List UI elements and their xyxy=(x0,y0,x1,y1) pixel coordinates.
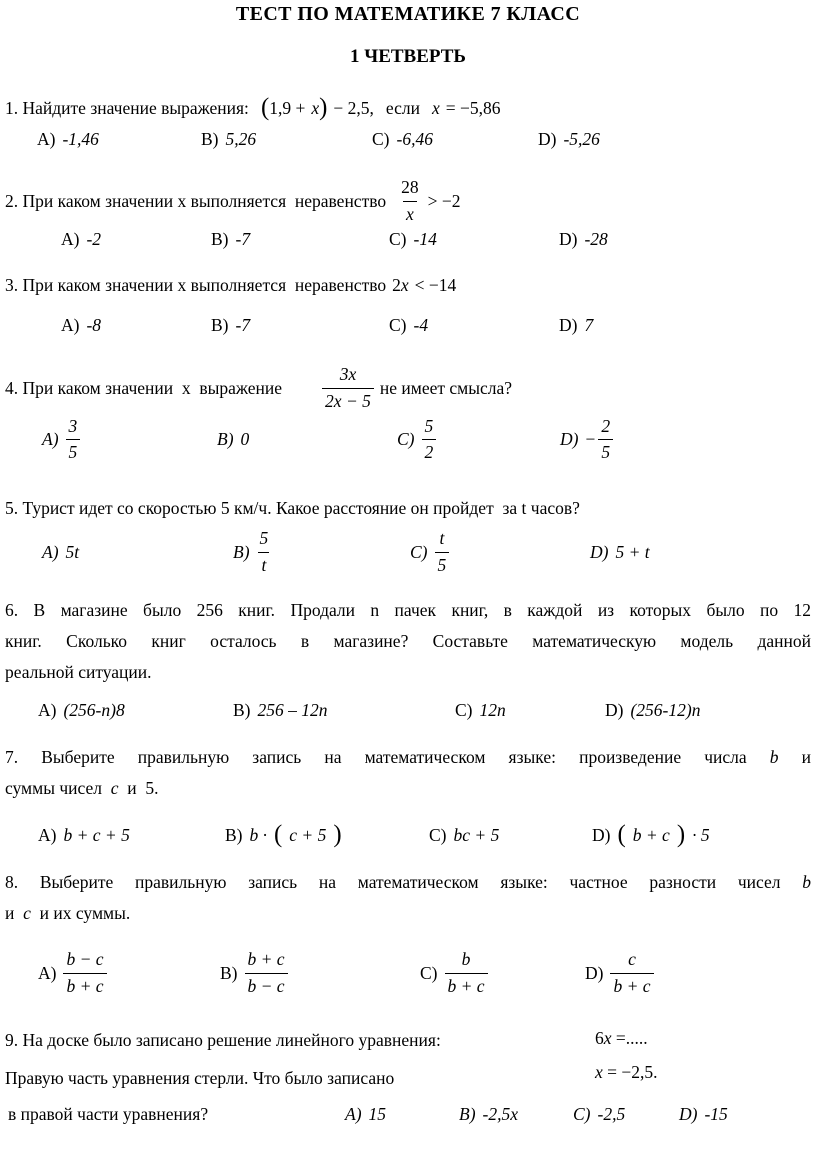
eq-rest: =..... xyxy=(615,1028,648,1048)
option-value: 7 xyxy=(584,315,594,335)
q9-equation-2 xyxy=(595,1062,658,1083)
q3-formula-coeff: 2 xyxy=(392,274,401,295)
q8-line2-text: и их суммы. xyxy=(39,903,131,923)
option-value: 5t xyxy=(65,541,80,562)
q7-line1 xyxy=(5,742,811,773)
question-6-options xyxy=(5,700,811,721)
q8-var-b: b xyxy=(802,872,811,892)
q8-option-b xyxy=(220,947,420,999)
option-value: bc + 5 xyxy=(453,824,500,845)
option-fraction xyxy=(66,414,81,466)
option-letter: C) xyxy=(573,1104,591,1124)
q9-option-c xyxy=(573,1104,679,1125)
option-letter: B) xyxy=(233,541,250,562)
option-value: -8 xyxy=(86,315,102,335)
q2-option-a xyxy=(61,229,211,250)
q7-option-b xyxy=(225,820,429,848)
option-value: -5,26 xyxy=(563,129,600,149)
q9-option-b xyxy=(459,1104,573,1125)
q8-option-a xyxy=(38,947,220,999)
q1-cond-rest: = −5,86 xyxy=(445,97,501,118)
fraction-denominator: b + c xyxy=(445,973,488,999)
fraction-denominator: 5 xyxy=(598,439,613,465)
q5-option-c xyxy=(410,526,590,578)
question-7-options xyxy=(5,815,811,855)
option-value: -7 xyxy=(235,229,251,249)
option-letter: C) xyxy=(429,824,447,845)
q1-option-d xyxy=(538,129,600,150)
q7-line1-text: 7. Выберите правильную запись на математическом языке: произведение числа xyxy=(5,747,747,767)
question-7-stem xyxy=(5,742,811,804)
option-letter: D) xyxy=(585,962,604,983)
option-value: (256-12)n xyxy=(630,700,701,720)
rparen: ) xyxy=(676,820,686,848)
q3-option-a xyxy=(61,315,211,336)
option-letter: D) xyxy=(590,541,609,562)
fraction-numerator: 28 xyxy=(401,177,419,198)
q3-option-d xyxy=(559,315,593,336)
option-value: -1,46 xyxy=(62,129,99,149)
eq-coeff: 6 xyxy=(595,1028,604,1048)
q1-formula-tail: − 2,5, xyxy=(333,97,374,118)
q1-text: 1. Найдите значение выражения: xyxy=(5,97,249,118)
q5-option-d xyxy=(590,542,650,563)
q7-option-a xyxy=(38,825,225,846)
option-value: -4 xyxy=(413,315,429,335)
q6-option-b xyxy=(233,700,455,721)
option-letter: B) xyxy=(211,315,229,335)
option-value: -2,5x xyxy=(482,1104,519,1124)
q1-option-c xyxy=(372,129,538,150)
q3-formula-var: x xyxy=(400,274,409,295)
fraction-numerator: b + c xyxy=(247,949,285,970)
fraction-numerator: 3 xyxy=(68,416,78,436)
q6-option-a xyxy=(38,700,233,721)
q8-option-d xyxy=(585,947,654,999)
option-letter: A) xyxy=(42,429,59,450)
question-3-options xyxy=(5,315,811,336)
option-letter: D) xyxy=(559,315,578,335)
q4-option-b xyxy=(217,429,397,450)
option-letter: C) xyxy=(397,429,415,450)
q4-text-after: не имеет смысла? xyxy=(379,377,513,398)
fraction-numerator: 2 xyxy=(601,416,611,436)
option-letter: A) xyxy=(61,315,80,335)
q3-text: 3. При каком значении x выполняется неравенство xyxy=(5,274,387,295)
q8-option-c xyxy=(420,947,585,999)
option-fraction xyxy=(445,947,488,999)
question-9-options-row xyxy=(8,1104,811,1125)
option-value: -2 xyxy=(86,229,102,249)
q7-line2-number: 5. xyxy=(145,778,159,798)
q8-line1-text: 8. Выберите правильную запись на математическом языке: частное разности чисел xyxy=(5,872,781,892)
option-value: 256 – 12n xyxy=(257,700,328,720)
q9-line1: 9. На доске было записано решение линейного уравнения: xyxy=(5,1030,441,1050)
option-fraction xyxy=(257,526,272,578)
q7-line1-post: и xyxy=(801,747,812,767)
q2-option-d xyxy=(559,229,608,250)
q1-option-a xyxy=(37,129,201,150)
q7-line2-text: суммы чисел xyxy=(5,778,102,798)
option-letter: A) xyxy=(42,541,59,562)
option-value: -28 xyxy=(584,229,608,249)
option-letter: B) xyxy=(233,700,251,720)
question-5-options xyxy=(5,519,811,585)
option-letter: A) xyxy=(38,700,57,720)
option-fraction xyxy=(435,526,450,578)
option-value: b · xyxy=(249,824,267,845)
question-1-options xyxy=(5,129,811,150)
fraction-numerator: t xyxy=(439,528,445,549)
option-value: -2,5 xyxy=(597,1104,626,1124)
fraction-numerator: 3x xyxy=(339,364,357,385)
q7-line2 xyxy=(5,773,811,804)
option-letter: C) xyxy=(389,229,407,249)
q5-option-b xyxy=(233,526,410,578)
option-letter: B) xyxy=(201,129,219,149)
option-letter: A) xyxy=(38,962,57,983)
fraction-denominator: b − c xyxy=(245,973,288,999)
option-letter: D) xyxy=(538,129,557,149)
q7-option-d xyxy=(592,820,710,848)
option-value: c + 5 xyxy=(289,824,327,845)
option-value: b + c + 5 xyxy=(63,824,130,845)
fraction-denominator: t xyxy=(258,552,269,578)
option-fraction xyxy=(610,947,653,999)
option-fraction xyxy=(422,414,437,466)
q1-option-b xyxy=(201,129,372,150)
option-value: -15 xyxy=(704,1104,728,1124)
q3-formula-rest: < −14 xyxy=(414,274,457,295)
option-letter: B) xyxy=(217,429,234,450)
option-value: · 5 xyxy=(692,824,710,845)
option-letter: A) xyxy=(345,1104,362,1124)
option-letter: C) xyxy=(455,700,473,720)
question-3-stem xyxy=(5,271,811,299)
option-letter: D) xyxy=(559,229,578,249)
q9-line3: в правой части уравнения? xyxy=(8,1104,209,1124)
q6-option-d xyxy=(605,700,700,721)
option-letter: B) xyxy=(211,229,229,249)
option-letter: A) xyxy=(37,129,56,149)
option-value: 5 + t xyxy=(615,541,650,562)
option-value: -6,46 xyxy=(396,129,433,149)
q2-fraction xyxy=(398,175,422,227)
question-2-options xyxy=(5,229,811,250)
fraction-denominator: 2 xyxy=(422,439,437,465)
option-value: 12n xyxy=(479,700,506,720)
q2-comparison: > −2 xyxy=(427,190,461,211)
q7-option-c xyxy=(429,825,592,846)
option-letter: C) xyxy=(389,315,407,335)
q9-option-d xyxy=(679,1104,728,1125)
q9-equation-1 xyxy=(595,1028,648,1049)
option-letter: A) xyxy=(38,824,57,845)
page-subtitle: 1 ЧЕТВЕРТЬ xyxy=(350,46,466,67)
question-4-stem xyxy=(5,358,811,418)
q8-line2-pre: и xyxy=(5,903,15,923)
option-letter: D) xyxy=(560,429,579,450)
fraction-denominator: 5 xyxy=(435,552,450,578)
lparen: ( xyxy=(617,820,626,848)
fraction-numerator: b xyxy=(461,949,471,970)
q8-line1 xyxy=(5,867,811,898)
option-letter: B) xyxy=(225,824,243,845)
option-fraction xyxy=(598,414,613,466)
fraction-denominator: 5 xyxy=(66,439,81,465)
q1-cond-var: x xyxy=(431,97,440,118)
q6-line3: реальной ситуации. xyxy=(5,662,152,682)
question-8-options xyxy=(5,938,811,1008)
fraction-denominator: x xyxy=(403,201,417,227)
q4-fraction xyxy=(322,362,374,414)
fraction-numerator: c xyxy=(628,949,636,970)
eq-var: x xyxy=(603,1028,612,1048)
q7-var-c: c xyxy=(110,778,119,798)
fraction-numerator: 5 xyxy=(424,416,434,436)
q1-formula-var: x xyxy=(311,97,320,118)
option-letter: B) xyxy=(459,1104,476,1124)
q6-option-c xyxy=(455,700,605,721)
q5-option-a xyxy=(42,542,233,563)
q6-line2: книг. Сколько книг осталось в магазине? Составьте математическую модель данной xyxy=(5,631,811,651)
q7-var-b: b xyxy=(769,747,779,767)
lparen: ( xyxy=(274,820,283,848)
option-fraction xyxy=(245,947,288,999)
option-letter: D) xyxy=(592,824,611,845)
option-letter: C) xyxy=(410,541,428,562)
option-value: 0 xyxy=(240,429,250,450)
q8-line2 xyxy=(5,898,811,929)
q1-rparen: ) xyxy=(319,93,328,121)
question-6-stem xyxy=(5,595,811,688)
q2-option-b xyxy=(211,229,389,250)
eq-rest: = −2,5. xyxy=(607,1062,658,1082)
q2-option-c xyxy=(389,229,559,250)
option-letter: C) xyxy=(420,962,438,983)
page-title: ТЕСТ ПО МАТЕМАТИКЕ 7 КЛАСС xyxy=(235,3,581,25)
option-value: -14 xyxy=(413,229,437,249)
q1-lparen: ( xyxy=(260,93,270,121)
question-2-stem xyxy=(5,172,811,230)
fraction-denominator: b + c xyxy=(63,973,106,999)
eq-var: x xyxy=(595,1062,603,1082)
option-letter: D) xyxy=(605,700,624,720)
question-4-options xyxy=(5,414,811,466)
fraction-denominator: 2x − 5 xyxy=(322,388,374,414)
option-value: (256-n)8 xyxy=(63,700,125,720)
q3-option-c xyxy=(389,315,559,336)
q4-option-c xyxy=(397,414,560,466)
q4-text: 4. При каком значении x выражение xyxy=(5,377,283,398)
fraction-numerator: b − c xyxy=(66,949,104,970)
option-fraction xyxy=(63,947,106,999)
q2-text: 2. При каком значении x выполняется неравенство xyxy=(5,190,387,211)
option-letter: B) xyxy=(220,962,238,983)
option-letter: A) xyxy=(61,229,80,249)
q8-var-c: c xyxy=(23,903,31,923)
rparen: ) xyxy=(333,820,342,848)
fraction-denominator: b + c xyxy=(610,973,653,999)
question-9 xyxy=(5,1024,811,1154)
fraction-numerator: 5 xyxy=(259,528,269,549)
option-value: 5,26 xyxy=(225,129,257,149)
option-value: 15 xyxy=(368,1104,387,1124)
option-value: -7 xyxy=(235,315,251,335)
q7-line2-mid: и xyxy=(127,778,137,798)
q6-line1: 6. В магазине было 256 книг. Продали n пачек книг, в каждой из которых было по 12 xyxy=(5,600,811,620)
question-1-stem xyxy=(5,88,811,128)
q4-option-a xyxy=(42,414,217,466)
minus-sign: − xyxy=(585,429,596,450)
q4-option-d xyxy=(560,414,613,466)
option-letter: C) xyxy=(372,129,390,149)
q3-option-b xyxy=(211,315,389,336)
question-8-stem xyxy=(5,867,811,929)
question-5-stem: 5. Турист идет со скоростью 5 км/ч. Какое расстояние он пройдет за t часов? xyxy=(5,498,580,518)
q1-formula-pre: 1,9 + xyxy=(269,97,306,118)
q1-if-word: если xyxy=(385,97,420,118)
option-value: b + c xyxy=(632,824,670,845)
q9-line2: Правую часть уравнения стерли. Что было записано xyxy=(5,1068,395,1088)
option-letter: D) xyxy=(679,1104,698,1124)
q9-option-a xyxy=(345,1104,459,1125)
